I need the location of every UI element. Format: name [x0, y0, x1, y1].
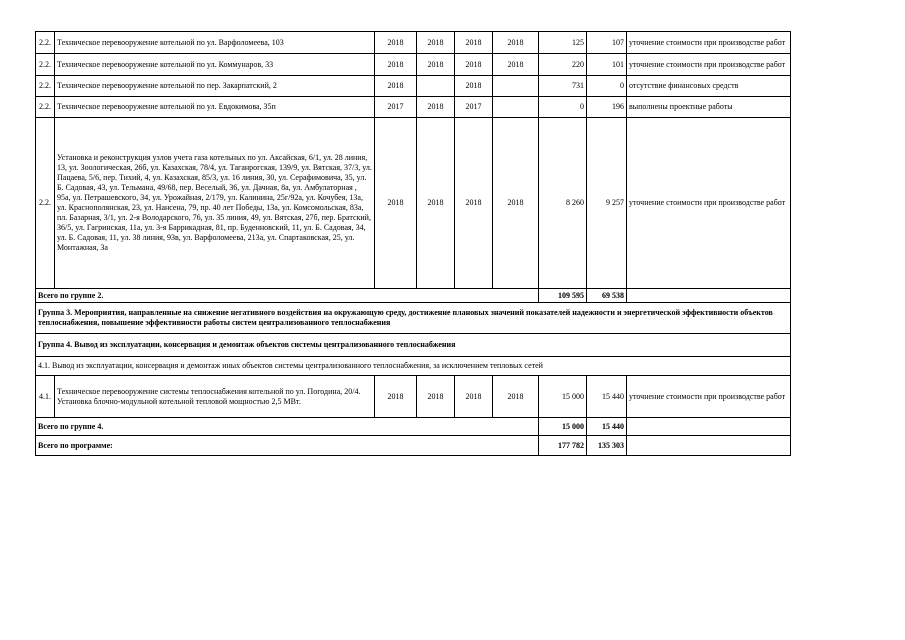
- year-cell: 2018: [493, 54, 539, 76]
- row-number: 4.1.: [36, 376, 55, 418]
- group-total-label: Всего по группе 4.: [36, 418, 539, 436]
- year-cell: 2018: [375, 54, 417, 76]
- note-cell: [627, 436, 791, 456]
- value-cell: 177 782: [539, 436, 587, 456]
- note-cell: отсутствие финансовых средств: [627, 76, 791, 97]
- table-row: [36, 118, 791, 289]
- program-total-row: [36, 436, 791, 456]
- year-cell: 2018: [493, 32, 539, 54]
- value-cell: 15 440: [587, 376, 627, 418]
- year-cell: 2017: [375, 97, 417, 118]
- row-number: 2.2.: [36, 118, 55, 289]
- year-cell: 2018: [455, 376, 493, 418]
- year-cell: 2018: [455, 54, 493, 76]
- value-cell: 107: [587, 32, 627, 54]
- note-cell: уточнение стоимости при производстве работ: [627, 54, 791, 76]
- year-cell: 2018: [417, 97, 455, 118]
- year-cell: [493, 97, 539, 118]
- note-cell: уточнение стоимости при производстве работ: [627, 32, 791, 54]
- value-cell: 101: [587, 54, 627, 76]
- note-cell: [627, 289, 791, 303]
- group-header-row: [36, 303, 791, 334]
- table-row: [36, 54, 791, 76]
- year-cell: 2017: [455, 97, 493, 118]
- table-row: [36, 32, 791, 54]
- subgroup-title: 4.1. Вывод из эксплуатации, консервация и демонтаж иных объектов системы централизованного теплоснабжения, за исключением тепловых сетей: [36, 357, 791, 376]
- row-number: 2.2.: [36, 97, 55, 118]
- year-cell: 2018: [375, 32, 417, 54]
- year-cell: 2018: [493, 118, 539, 289]
- value-cell: 69 538: [587, 289, 627, 303]
- year-cell: 2018: [417, 376, 455, 418]
- year-cell: 2018: [417, 32, 455, 54]
- value-cell: 109 595: [539, 289, 587, 303]
- table-row: [36, 97, 791, 118]
- program-table: [35, 31, 791, 456]
- subgroup-header-row: [36, 357, 791, 376]
- row-number: 2.2.: [36, 54, 55, 76]
- value-cell: 9 257: [587, 118, 627, 289]
- value-cell: 196: [587, 97, 627, 118]
- program-total-label: Всего по программе:: [36, 436, 539, 456]
- value-cell: 125: [539, 32, 587, 54]
- row-number: 2.2.: [36, 32, 55, 54]
- row-number: 2.2.: [36, 76, 55, 97]
- table-row: [36, 376, 791, 418]
- value-cell: 220: [539, 54, 587, 76]
- measure-name: Техническое перевооружение котельной по пер. Закарпатский, 2: [55, 76, 375, 97]
- year-cell: [417, 76, 455, 97]
- group-title: Группа 4. Вывод из эксплуатации, консервация и демонтаж объектов системы централизованного теплоснабжения: [36, 334, 791, 357]
- year-cell: 2018: [455, 76, 493, 97]
- year-cell: 2018: [375, 118, 417, 289]
- value-cell: 15 000: [539, 418, 587, 436]
- year-cell: 2018: [417, 54, 455, 76]
- measure-name: Техническое перевооружение котельной по ул. Евдокимова, 35п: [55, 97, 375, 118]
- year-cell: [493, 76, 539, 97]
- group-total-row: [36, 289, 791, 303]
- year-cell: 2018: [493, 376, 539, 418]
- group-header-row: [36, 334, 791, 357]
- year-cell: 2018: [455, 118, 493, 289]
- year-cell: 2018: [455, 32, 493, 54]
- group-total-label: Всего по группе 2.: [36, 289, 539, 303]
- value-cell: 731: [539, 76, 587, 97]
- value-cell: 0: [587, 76, 627, 97]
- measure-name: Техническое перевооружение котельной по ул. Варфоломеева, 103: [55, 32, 375, 54]
- value-cell: 8 260: [539, 118, 587, 289]
- note-cell: уточнение стоимости при производстве работ: [627, 376, 791, 418]
- value-cell: 0: [539, 97, 587, 118]
- measure-name: Техническое перевооружение системы теплоснабжения котельной по ул. Погодина, 20/4. Установка блочно-модульной котельной тепловой мощностью 2,5 МВт.: [55, 376, 375, 418]
- value-cell: 135 303: [587, 436, 627, 456]
- note-cell: выполнены проектные работы: [627, 97, 791, 118]
- group-title: Группа 3. Мероприятия, направленные на снижение негативного воздействия на окружающую среду, достижение плановых значений показателей надежности и энергетической эффективности объектов теплоснабжения, повышение эффективности работы систем централизованного теплоснабжения: [36, 303, 791, 334]
- note-cell: уточнение стоимости при производстве работ: [627, 118, 791, 289]
- note-cell: [627, 418, 791, 436]
- value-cell: 15 440: [587, 418, 627, 436]
- table-row: [36, 76, 791, 97]
- measure-name: Установка и реконструкция узлов учета газа котельных по ул. Аксайская, 6/1, ул. 28 линия, 13, ул. Зоологическая, 26б, ул. Казахская, 78/4, ул. Таганрогская, 139/9, ул. Вятская, 37/3, ул. Пацаева, 5/6, пер. Тихий, 4, ул. Казахская, 85/3, ул. 16 линия, 30, ул. Серафимовича, 35, ул. Б. Садовая, 43, ул. Тельмана, 49/68, пер. Веселый, 36, ул. Дачная, 8а, ул. Амбулаторная , 95а, ул. Петрашевского, 34, ул. Урожайная, 2/179, ул. Калинина, 25г/92а, ул. Кочубея, 13а, ул. Краснополянская, 23, ул. Нансена, 79, пр. 40 лет Победы, 13а, ул. Комсомольская, 83а, пл. Базарная, 3/1, ул. 2-я Володарского, 76, ул. 35 линия, 49, ул. Вятская, 27б, пер. Братский, 36/5, ул. Гагринская, 11а, ул. 3-я Баррикадная, 81, пр. Буденновский, 11, ул. Б. Садовая, 34, ул. Б. Садовая, 11, ул. 38 линия, 93в, ул. Варфоломеева, 213а, ул. Спартаковская, 25, ул. Монтажная, 3а: [55, 118, 375, 289]
- value-cell: 15 000: [539, 376, 587, 418]
- year-cell: 2018: [375, 376, 417, 418]
- measure-name: Техническое перевооружение котельной по ул. Коммунаров, 33: [55, 54, 375, 76]
- year-cell: 2018: [375, 76, 417, 97]
- group-total-row: [36, 418, 791, 436]
- year-cell: 2018: [417, 118, 455, 289]
